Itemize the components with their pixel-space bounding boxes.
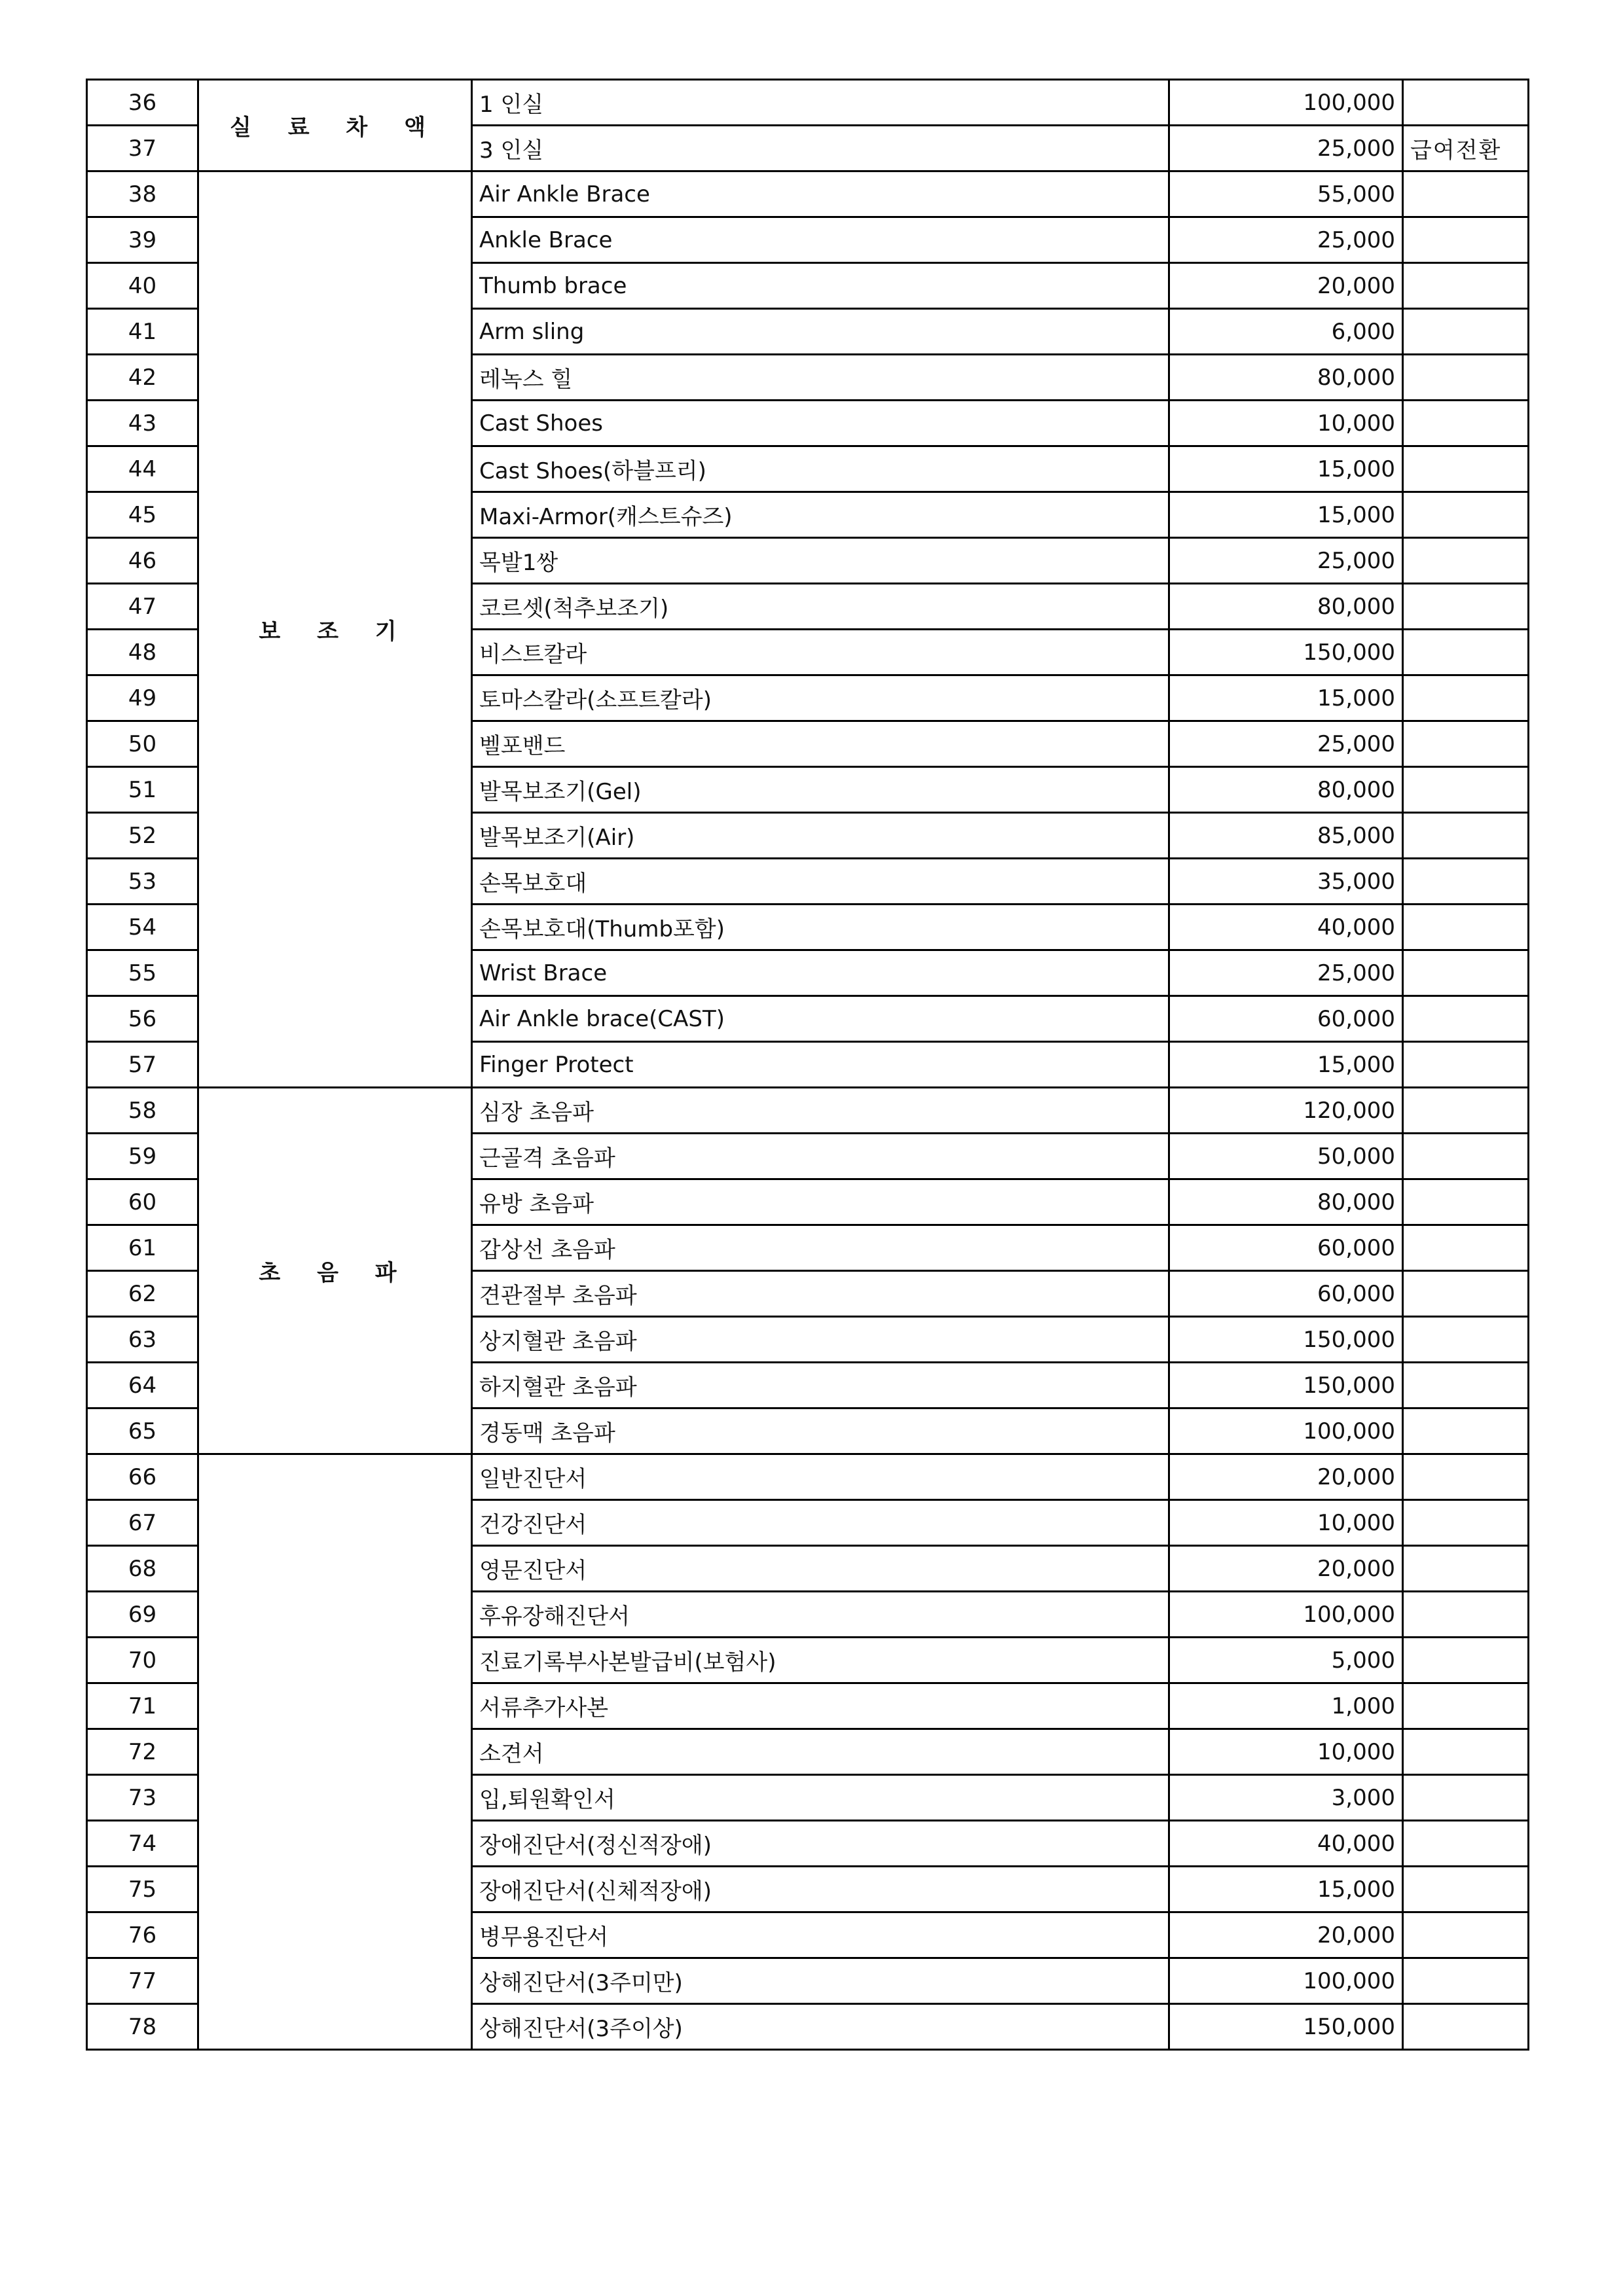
item-name: 상지혈관 초음파 <box>472 1317 1169 1363</box>
item-price: 15,000 <box>1169 492 1403 538</box>
row-number: 44 <box>87 446 198 492</box>
item-note <box>1403 1821 1529 1867</box>
item-price: 15,000 <box>1169 446 1403 492</box>
item-name: 장애진단서(신체적장애) <box>472 1867 1169 1912</box>
item-price: 100,000 <box>1169 1958 1403 2004</box>
category-cell <box>198 1454 472 2050</box>
item-note <box>1403 492 1529 538</box>
row-number: 37 <box>87 126 198 171</box>
item-price: 35,000 <box>1169 859 1403 905</box>
row-number: 69 <box>87 1592 198 1638</box>
item-note <box>1403 217 1529 263</box>
item-note <box>1403 446 1529 492</box>
row-number: 56 <box>87 996 198 1042</box>
item-note <box>1403 905 1529 950</box>
item-name: Finger Protect <box>472 1042 1169 1088</box>
item-price: 80,000 <box>1169 355 1403 401</box>
item-price: 60,000 <box>1169 1271 1403 1317</box>
item-note <box>1403 1592 1529 1638</box>
item-name: 상해진단서(3주미만) <box>472 1958 1169 2004</box>
item-note <box>1403 1179 1529 1225</box>
item-note <box>1403 401 1529 446</box>
item-price: 60,000 <box>1169 1225 1403 1271</box>
item-price: 1,000 <box>1169 1683 1403 1729</box>
item-note <box>1403 675 1529 721</box>
row-number: 77 <box>87 1958 198 2004</box>
item-name: 1 인실 <box>472 80 1169 126</box>
row-number: 53 <box>87 859 198 905</box>
item-name: 견관절부 초음파 <box>472 1271 1169 1317</box>
row-number: 59 <box>87 1134 198 1179</box>
item-price: 15,000 <box>1169 675 1403 721</box>
row-number: 71 <box>87 1683 198 1729</box>
item-note <box>1403 1134 1529 1179</box>
item-name: 손목보호대(Thumb포함) <box>472 905 1169 950</box>
item-name: 서류추가사본 <box>472 1683 1169 1729</box>
item-name: 벨포밴드 <box>472 721 1169 767</box>
row-number: 36 <box>87 80 198 126</box>
item-name: 비스트칼라 <box>472 630 1169 675</box>
category-cell: 보 조 기 <box>198 171 472 1088</box>
item-name: 소견서 <box>472 1729 1169 1775</box>
item-note <box>1403 309 1529 355</box>
item-price: 25,000 <box>1169 721 1403 767</box>
item-note <box>1403 171 1529 217</box>
row-number: 40 <box>87 263 198 309</box>
item-price: 150,000 <box>1169 630 1403 675</box>
row-number: 67 <box>87 1500 198 1546</box>
item-name: 장애진단서(정신적장애) <box>472 1821 1169 1867</box>
item-name: Cast Shoes <box>472 401 1169 446</box>
item-note <box>1403 950 1529 996</box>
item-name: 레녹스 힐 <box>472 355 1169 401</box>
row-number: 49 <box>87 675 198 721</box>
item-note <box>1403 1958 1529 2004</box>
item-price: 20,000 <box>1169 1454 1403 1500</box>
table-row <box>87 80 1529 126</box>
category-cell: 실 료 차 액 <box>198 80 472 171</box>
item-note <box>1403 859 1529 905</box>
item-price: 50,000 <box>1169 1134 1403 1179</box>
item-name: Ankle Brace <box>472 217 1169 263</box>
row-number: 61 <box>87 1225 198 1271</box>
item-name: 발목보조기(Air) <box>472 813 1169 859</box>
item-note <box>1403 1317 1529 1363</box>
item-note: 급여전환 <box>1403 126 1529 171</box>
item-name: 병무용진단서 <box>472 1912 1169 1958</box>
item-price: 15,000 <box>1169 1042 1403 1088</box>
item-price: 6,000 <box>1169 309 1403 355</box>
item-note <box>1403 1500 1529 1546</box>
item-name: 상해진단서(3주이상) <box>472 2004 1169 2050</box>
row-number: 43 <box>87 401 198 446</box>
row-number: 70 <box>87 1638 198 1683</box>
item-price: 10,000 <box>1169 401 1403 446</box>
item-price: 80,000 <box>1169 767 1403 813</box>
row-number: 57 <box>87 1042 198 1088</box>
item-price: 25,000 <box>1169 126 1403 171</box>
item-note <box>1403 1638 1529 1683</box>
row-number: 66 <box>87 1454 198 1500</box>
category-cell: 초 음 파 <box>198 1088 472 1454</box>
row-number: 58 <box>87 1088 198 1134</box>
item-name: Air Ankle Brace <box>472 171 1169 217</box>
item-name: 진료기록부사본발급비(보험사) <box>472 1638 1169 1683</box>
item-name: 발목보조기(Gel) <box>472 767 1169 813</box>
item-price: 25,000 <box>1169 217 1403 263</box>
item-note <box>1403 1271 1529 1317</box>
item-price: 100,000 <box>1169 1592 1403 1638</box>
item-name: 토마스칼라(소프트칼라) <box>472 675 1169 721</box>
item-name: Air Ankle brace(CAST) <box>472 996 1169 1042</box>
item-name: 심장 초음파 <box>472 1088 1169 1134</box>
item-name: Maxi-Armor(캐스트슈즈) <box>472 492 1169 538</box>
row-number: 64 <box>87 1363 198 1408</box>
item-note <box>1403 1729 1529 1775</box>
item-price: 55,000 <box>1169 171 1403 217</box>
item-name: Arm sling <box>472 309 1169 355</box>
item-price: 10,000 <box>1169 1729 1403 1775</box>
item-name: 코르셋(척추보조기) <box>472 584 1169 630</box>
item-name: 목발1쌍 <box>472 538 1169 584</box>
row-number: 50 <box>87 721 198 767</box>
item-note <box>1403 1363 1529 1408</box>
item-note <box>1403 767 1529 813</box>
row-number: 48 <box>87 630 198 675</box>
item-price: 20,000 <box>1169 263 1403 309</box>
item-price: 20,000 <box>1169 1546 1403 1592</box>
item-price: 60,000 <box>1169 996 1403 1042</box>
row-number: 74 <box>87 1821 198 1867</box>
item-note <box>1403 996 1529 1042</box>
item-note <box>1403 1225 1529 1271</box>
item-note <box>1403 538 1529 584</box>
row-number: 39 <box>87 217 198 263</box>
item-note <box>1403 1454 1529 1500</box>
item-note <box>1403 2004 1529 2050</box>
item-price: 80,000 <box>1169 1179 1403 1225</box>
item-price: 100,000 <box>1169 1408 1403 1454</box>
row-number: 42 <box>87 355 198 401</box>
row-number: 41 <box>87 309 198 355</box>
item-note <box>1403 1867 1529 1912</box>
item-price: 3,000 <box>1169 1775 1403 1821</box>
item-price: 10,000 <box>1169 1500 1403 1546</box>
item-note <box>1403 1408 1529 1454</box>
item-price: 150,000 <box>1169 1317 1403 1363</box>
row-number: 63 <box>87 1317 198 1363</box>
row-number: 62 <box>87 1271 198 1317</box>
item-name: Cast Shoes(하블프리) <box>472 446 1169 492</box>
item-price: 25,000 <box>1169 538 1403 584</box>
row-number: 75 <box>87 1867 198 1912</box>
item-note <box>1403 1683 1529 1729</box>
row-number: 45 <box>87 492 198 538</box>
item-name: 건강진단서 <box>472 1500 1169 1546</box>
item-note <box>1403 263 1529 309</box>
item-price: 20,000 <box>1169 1912 1403 1958</box>
item-note <box>1403 630 1529 675</box>
item-price: 80,000 <box>1169 584 1403 630</box>
row-number: 76 <box>87 1912 198 1958</box>
fee-table <box>86 79 1529 2051</box>
item-name: 영문진단서 <box>472 1546 1169 1592</box>
row-number: 55 <box>87 950 198 996</box>
item-name: Thumb brace <box>472 263 1169 309</box>
item-note <box>1403 1546 1529 1592</box>
row-number: 38 <box>87 171 198 217</box>
table-row <box>87 1088 1529 1134</box>
item-note <box>1403 1912 1529 1958</box>
item-name: 하지혈관 초음파 <box>472 1363 1169 1408</box>
item-price: 150,000 <box>1169 1363 1403 1408</box>
row-number: 52 <box>87 813 198 859</box>
item-price: 120,000 <box>1169 1088 1403 1134</box>
fee-table-body <box>87 80 1529 2050</box>
table-row <box>87 171 1529 217</box>
item-price: 40,000 <box>1169 1821 1403 1867</box>
item-price: 25,000 <box>1169 950 1403 996</box>
item-note <box>1403 355 1529 401</box>
row-number: 72 <box>87 1729 198 1775</box>
row-number: 46 <box>87 538 198 584</box>
item-name: 3 인실 <box>472 126 1169 171</box>
item-name: 일반진단서 <box>472 1454 1169 1500</box>
item-name: 근골격 초음파 <box>472 1134 1169 1179</box>
item-price: 150,000 <box>1169 2004 1403 2050</box>
item-name: 경동맥 초음파 <box>472 1408 1169 1454</box>
item-name: 갑상선 초음파 <box>472 1225 1169 1271</box>
item-note <box>1403 584 1529 630</box>
item-note <box>1403 813 1529 859</box>
row-number: 68 <box>87 1546 198 1592</box>
item-price: 15,000 <box>1169 1867 1403 1912</box>
item-note <box>1403 1775 1529 1821</box>
item-price: 100,000 <box>1169 80 1403 126</box>
row-number: 65 <box>87 1408 198 1454</box>
item-note <box>1403 1042 1529 1088</box>
item-note <box>1403 721 1529 767</box>
row-number: 78 <box>87 2004 198 2050</box>
item-name: Wrist Brace <box>472 950 1169 996</box>
item-name: 입,퇴원확인서 <box>472 1775 1169 1821</box>
row-number: 60 <box>87 1179 198 1225</box>
row-number: 51 <box>87 767 198 813</box>
item-name: 유방 초음파 <box>472 1179 1169 1225</box>
item-note <box>1403 80 1529 126</box>
row-number: 54 <box>87 905 198 950</box>
row-number: 47 <box>87 584 198 630</box>
item-price: 40,000 <box>1169 905 1403 950</box>
row-number: 73 <box>87 1775 198 1821</box>
item-name: 손목보호대 <box>472 859 1169 905</box>
item-price: 85,000 <box>1169 813 1403 859</box>
item-price: 5,000 <box>1169 1638 1403 1683</box>
item-note <box>1403 1088 1529 1134</box>
item-name: 후유장해진단서 <box>472 1592 1169 1638</box>
table-row <box>87 1454 1529 1500</box>
